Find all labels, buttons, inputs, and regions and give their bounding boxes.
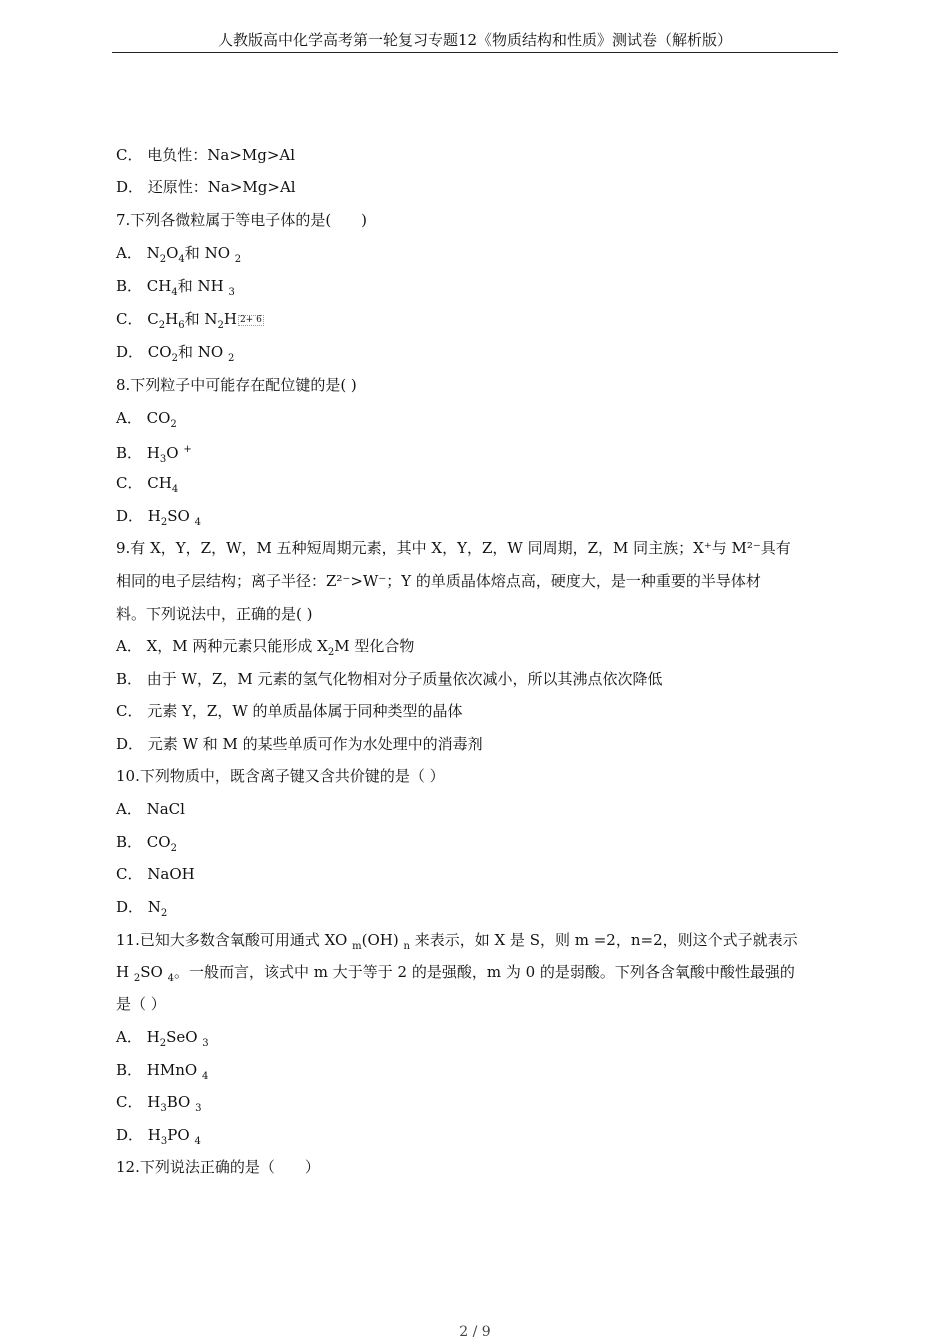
option-c: C． 电负性：Na>Mg>Al <box>116 146 296 164</box>
q9-option-d: D． 元素 W 和 M 的某些单质可作为水处理中的消毒剂 <box>116 735 483 753</box>
question-11-line-2: H $_2$SO $_4$。一般而言，该式中 m 大于等于 2 的是强酸，m 为 0 的是弱酸。下列各含氧酸中酸性最强的 <box>116 963 795 984</box>
q10-option-c: C． NaOH <box>116 865 195 883</box>
q11-option-b: B． HMnO $_4$ <box>116 1061 209 1082</box>
question-12: 12.下列说法正确的是（ ） <box>116 1158 320 1176</box>
question-11-line-1: 11.已知大多数含氧酸可用通式 XO $_m$(OH) $_n$ 来表示，如 X 是 S，则 m =2，n=2，则这个式子就表示 <box>116 931 798 952</box>
question-10: 10.下列物质中，既含离子键又含共价键的是（ ） <box>116 767 445 785</box>
q11-option-a: A． $H_2SeO$ $_3$ <box>116 1028 209 1049</box>
q7-option-b: B． $CH_4$和 NH $_3$ <box>116 277 235 298</box>
q10-option-d: D． $N_2$ <box>116 898 168 919</box>
question-9-line-2: 相同的电子层结构；离子半径：Z²⁻>W⁻；Y 的单质晶体熔点高，硬度大，是一种重要的半导体材 <box>116 572 761 590</box>
question-8: 8.下列粒子中可能存在配位键的是( ) <box>116 376 357 394</box>
q9-option-b: B． 由于 W，Z，M 元素的氢气化物相对分子质量依次减小，所以其沸点依次降低 <box>116 670 663 688</box>
q7-option-d: D． $CO_2$和 NO $_2$ <box>116 343 235 364</box>
q7-option-a: A． $N_2O_4$和 NO $_2$ <box>116 244 242 265</box>
q7-option-c: C． $C_2H_6$和 $N_2H$ 2+ 6 <box>116 310 262 331</box>
question-11-line-3: 是（ ） <box>116 995 166 1013</box>
q8-option-b: B． $H_3O$ + <box>116 444 192 465</box>
q9-option-a: A． X，M 两种元素只能形成 $X_2M$ 型化合物 <box>116 637 415 658</box>
q8-option-c: C． $CH_4$ <box>116 474 179 495</box>
option-d: D． 还原性：Na>Mg>Al <box>116 178 296 196</box>
q10-option-a: A． NaCl <box>116 800 185 818</box>
q11-option-c: C． $H_3BO$ $_3$ <box>116 1093 202 1114</box>
ion-charge-image: 2+ 6 <box>239 314 262 325</box>
question-9-line-3: 料。下列说法中，正确的是( ) <box>116 605 313 623</box>
q10-option-b: B． $CO_2$ <box>116 833 177 854</box>
q9-option-c: C． 元素 Y，Z，W 的单质晶体属于同种类型的晶体 <box>116 702 463 720</box>
q8-option-d: D． $H_2SO$ $_4$ <box>116 507 201 528</box>
question-9-line-1: 9.有 X，Y，Z，W，M 五种短周期元素，其中 X，Y，Z，W 同周期，Z，M 同主族；X⁺与 M²⁻具有 <box>116 539 791 557</box>
q8-option-a: A． $CO_2$ <box>116 409 177 430</box>
q11-option-d: D． $H_3PO$ $_4$ <box>116 1126 201 1147</box>
page-number: 2 / 9 <box>459 1324 491 1340</box>
question-7: 7.下列各微粒属于等电子体的是( ) <box>116 211 368 229</box>
page-header: 人教版高中化学高考第一轮复习专题12《物质结构和性质》测试卷（解析版） <box>112 30 838 53</box>
